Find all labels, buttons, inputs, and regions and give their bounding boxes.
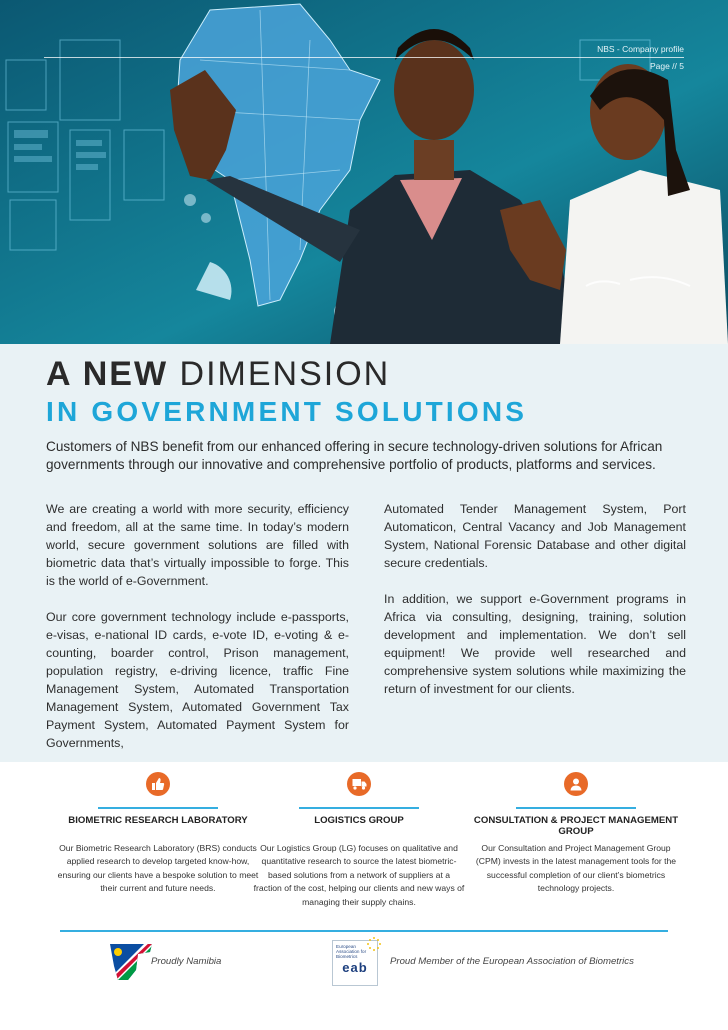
feature-title: BIOMETRIC RESEARCH LABORATORY (68, 815, 248, 826)
proudly-namibia-text: Proudly Namibia (151, 956, 222, 967)
hero-image (0, 0, 728, 344)
page-header (597, 44, 684, 71)
title-light: DIMENSION (179, 355, 391, 393)
feature-divider (516, 807, 636, 809)
feature-consultation (470, 772, 682, 896)
thumbs-up-icon (146, 772, 170, 796)
body-column-left (46, 500, 349, 770)
page-title (46, 355, 390, 394)
title-bold: A NEW (46, 355, 169, 393)
feature-description: Our Logistics Group (LG) focuses on qualitative and quantitative research to source the latest biometric-based solutions from a network of suppliers at a fraction of the cost, helping our clients and new ways of managing their supply chains. (253, 843, 465, 907)
person-icon (564, 772, 588, 796)
feature-divider (299, 807, 419, 809)
feature-divider (98, 807, 218, 809)
feature-description: Our Biometric Research Laboratory (BRS) conducts applied research to develop targeted know-how, ensuring our clients have a bespoke solution to meet their current and future needs. (57, 843, 259, 894)
footer-divider (60, 930, 668, 932)
body-paragraph: Automated Tender Management System, Port Automaticon, Central Vacancy and Job Management System, National Forensic Database and other digital secure credentials. (384, 502, 686, 570)
lead-paragraph: Customers of NBS benefit from our enhanced offering in secure technology-driven solutions for African governments through our innovative and comprehensive portfolio of products, platforms and services. (46, 439, 663, 472)
eab-stars-icon (366, 936, 382, 952)
header-rule (44, 57, 684, 58)
feature-description: Our Consultation and Project Management Group (CPM) invests in the latest management tools for the successful completion of our client’s biometrics technology projects. (475, 843, 677, 894)
page-number: Page // 5 (649, 61, 684, 71)
eab-logo-caption: European Association for Biometrics (336, 944, 367, 959)
document-label: NBS - Company profile (597, 44, 684, 54)
feature-logistics (253, 772, 465, 909)
feature-title: CONSULTATION & PROJECT MANAGEMENT GROUP (473, 815, 679, 837)
body-paragraph: We are creating a world with more security, efficiency and freedom, all at the same time. In today’s modern world, secure government solutions are filled with biometric data that’s virtually impossible to forge. This is the world of e-Government. (46, 502, 349, 588)
truck-icon (347, 772, 371, 796)
body-paragraph: In addition, we support e-Government programs in Africa via consulting, designing, training, solution development and implementation. We don’t sell equipment! We provide well researched and comprehensive system solutions while maximizing the return of investment for our clients. (384, 592, 686, 696)
feature-biometric-lab (52, 772, 264, 896)
page-subtitle: IN GOVERNMENT SOLUTIONS (46, 396, 528, 427)
eab-member-text: Proud Member of the European Association of Biometrics (390, 956, 634, 967)
body-column-right (384, 500, 686, 716)
feature-title: LOGISTICS GROUP (314, 815, 404, 826)
eab-logo-wordmark: eab (342, 960, 368, 975)
namibia-flag-map-icon (108, 940, 154, 984)
body-paragraph: Our core government technology include e-passports, e-visas, e-national ID cards, e-vote ID, e-voting & e-counting, boarder control, Prison management, population registry, e-driving licence, traffic Fine Management System, Automated Transportation Management System, Automated Government Tax Payment System, Automated Payment System for Governments, (46, 610, 349, 750)
